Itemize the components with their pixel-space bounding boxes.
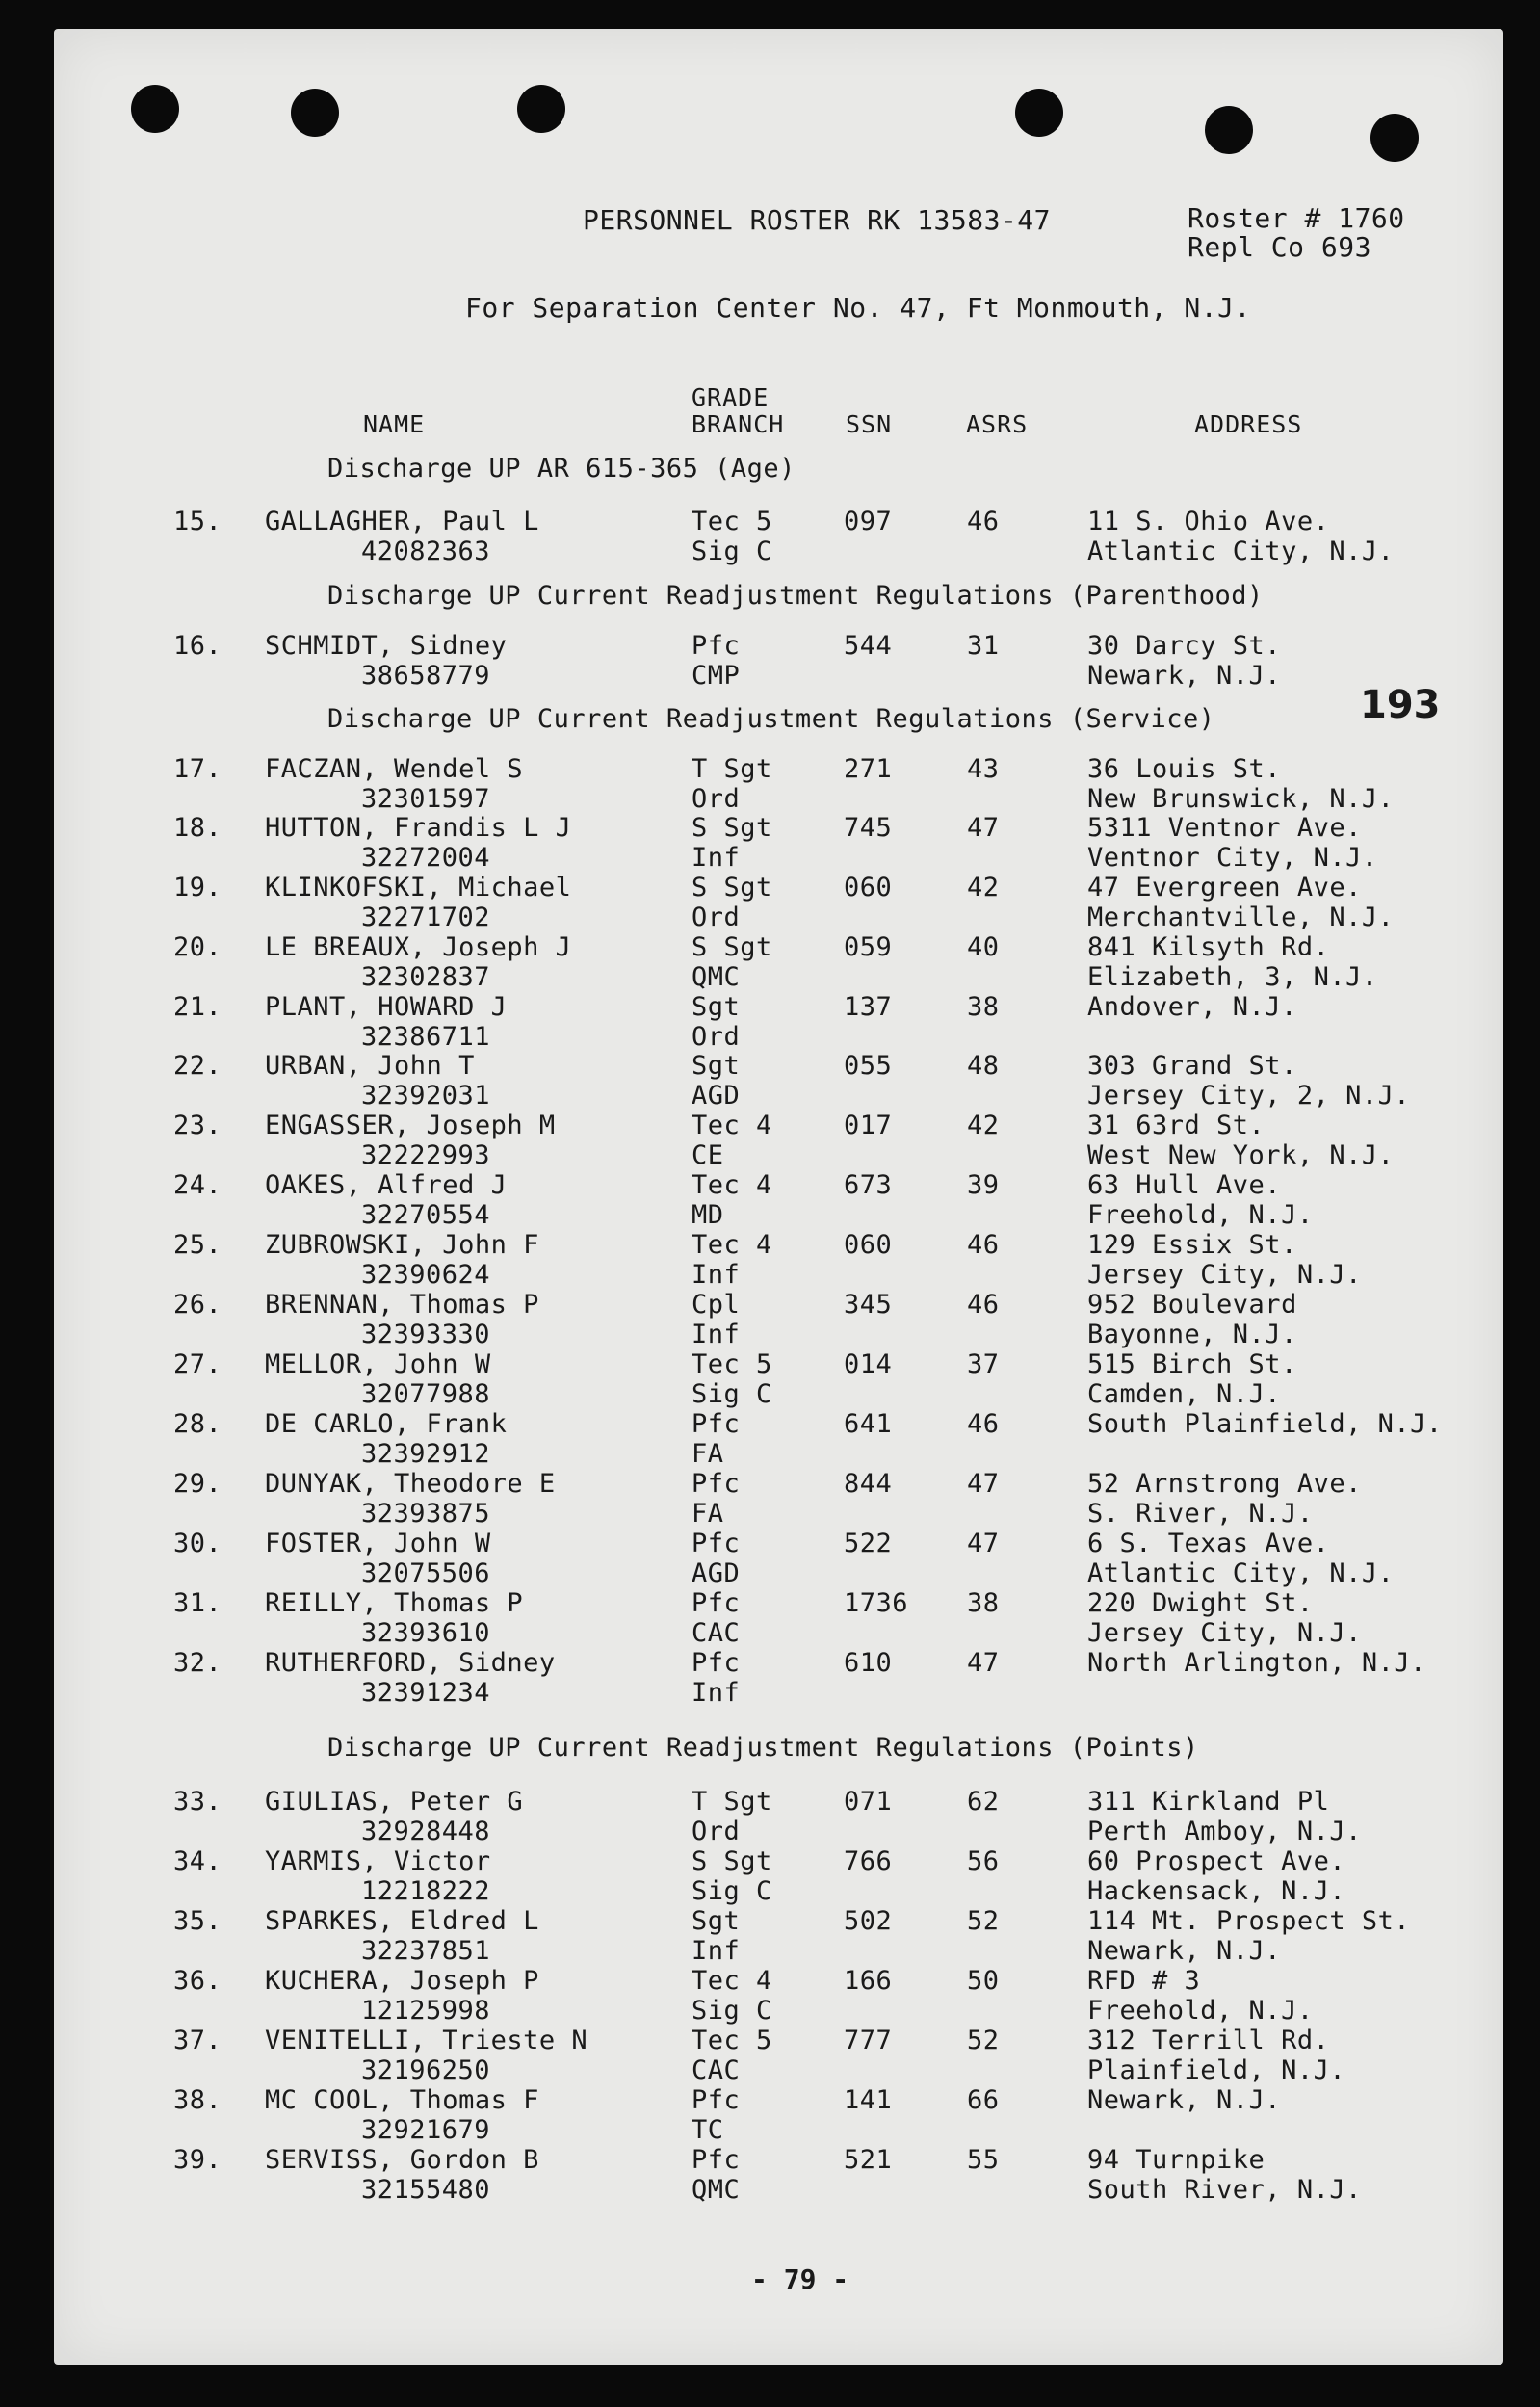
branch: Ord <box>692 1817 741 1846</box>
grade: Pfc <box>692 1648 741 1678</box>
serial-number: 32393610 <box>361 1618 491 1648</box>
grade: Tec 5 <box>692 507 772 536</box>
asrs-score: 62 <box>967 1787 1000 1817</box>
column-header-asrs: ASRS <box>966 410 1029 438</box>
asrs-score: 48 <box>967 1051 1000 1081</box>
soldier-name: KLINKOFSKI, Michael <box>265 873 572 903</box>
ssn: 641 <box>844 1409 893 1439</box>
row-number: 35. <box>173 1906 222 1936</box>
serial-number: 32196250 <box>361 2055 491 2085</box>
asrs-score: 56 <box>967 1846 1000 1876</box>
column-header-address: ADDRESS <box>1194 410 1303 438</box>
address-line-2: Freehold, N.J. <box>1087 1996 1314 2026</box>
address-line-2: Jersey City, 2, N.J. <box>1087 1081 1411 1111</box>
serial-number: 32392912 <box>361 1439 491 1469</box>
branch: Sig C <box>692 1379 772 1409</box>
row-number: 37. <box>173 2026 222 2055</box>
roster-title: PERSONNEL ROSTER RK 13583-47 <box>583 204 1052 236</box>
page-stamp: 193 <box>1360 683 1441 727</box>
grade: Pfc <box>692 1588 741 1618</box>
serial-number: 38658779 <box>361 661 491 691</box>
asrs-score: 50 <box>967 1966 1000 1996</box>
branch: Sig C <box>692 1996 772 2026</box>
row-number: 24. <box>173 1170 222 1200</box>
soldier-name: LE BREAUX, Joseph J <box>265 932 572 962</box>
serial-number: 32393330 <box>361 1320 491 1349</box>
ssn: 522 <box>844 1529 893 1558</box>
asrs-score: 46 <box>967 1230 1000 1260</box>
address-line-1: 6 S. Texas Ave. <box>1087 1529 1330 1558</box>
ssn: 271 <box>844 754 893 784</box>
row-number: 23. <box>173 1111 222 1140</box>
serial-number: 32386711 <box>361 1022 491 1052</box>
address-line-2: South River, N.J. <box>1087 2175 1362 2205</box>
row-number: 15. <box>173 507 222 536</box>
serial-number: 32237851 <box>361 1936 491 1966</box>
soldier-name: MC COOL, Thomas F <box>265 2085 539 2115</box>
serial-number: 32921679 <box>361 2115 491 2145</box>
asrs-score: 42 <box>967 1111 1000 1140</box>
address-line-1: RFD # 3 <box>1087 1966 1201 1996</box>
grade: Pfc <box>692 1409 741 1439</box>
ssn: 141 <box>844 2085 893 2115</box>
ssn: 014 <box>844 1349 893 1379</box>
grade: S Sgt <box>692 932 772 962</box>
ssn: 544 <box>844 631 893 661</box>
soldier-name: PLANT, HOWARD J <box>265 992 508 1022</box>
grade: Pfc <box>692 631 741 661</box>
row-number: 31. <box>173 1588 222 1618</box>
soldier-name: BRENNAN, Thomas P <box>265 1290 539 1320</box>
serial-number: 12218222 <box>361 1876 491 1906</box>
asrs-score: 39 <box>967 1170 1000 1200</box>
grade: Tec 4 <box>692 1966 772 1996</box>
address-line-1: 60 Prospect Ave. <box>1087 1846 1346 1876</box>
grade: Pfc <box>692 2145 741 2175</box>
address-line-2: Freehold, N.J. <box>1087 1200 1314 1230</box>
address-line-2: Hackensack, N.J. <box>1087 1876 1346 1906</box>
row-number: 33. <box>173 1787 222 1817</box>
row-number: 32. <box>173 1648 222 1678</box>
row-number: 21. <box>173 992 222 1022</box>
serial-number: 32077988 <box>361 1379 491 1409</box>
soldier-name: SERVISS, Gordon B <box>265 2145 539 2175</box>
address-line-1: 31 63rd St. <box>1087 1111 1266 1140</box>
row-number: 36. <box>173 1966 222 1996</box>
address-line-1: 30 Darcy St. <box>1087 631 1282 661</box>
soldier-name: FOSTER, John W <box>265 1529 491 1558</box>
grade: Tec 4 <box>692 1170 772 1200</box>
row-number: 16. <box>173 631 222 661</box>
ssn: 521 <box>844 2145 893 2175</box>
branch: Inf <box>692 1678 741 1708</box>
soldier-name: HUTTON, Frandis L J <box>265 813 572 843</box>
asrs-score: 38 <box>967 992 1000 1022</box>
branch: Inf <box>692 843 741 873</box>
branch: MD <box>692 1200 724 1230</box>
soldier-name: ENGASSER, Joseph M <box>265 1111 556 1140</box>
asrs-score: 31 <box>967 631 1000 661</box>
branch: CMP <box>692 661 741 691</box>
grade: Sgt <box>692 1906 741 1936</box>
serial-number: 32392031 <box>361 1081 491 1111</box>
asrs-score: 66 <box>967 2085 1000 2115</box>
branch: FA <box>692 1499 724 1529</box>
serial-number: 32301597 <box>361 784 491 814</box>
punch-hole <box>291 89 339 137</box>
soldier-name: FACZAN, Wendel S <box>265 754 524 784</box>
row-number: 18. <box>173 813 222 843</box>
address-line-1: Newark, N.J. <box>1087 2085 1282 2115</box>
row-number: 30. <box>173 1529 222 1558</box>
address-line-2: Bayonne, N.J. <box>1087 1320 1297 1349</box>
serial-number: 32270554 <box>361 1200 491 1230</box>
address-line-1: 841 Kilsyth Rd. <box>1087 932 1330 962</box>
column-header-branch: BRANCH <box>692 410 785 438</box>
address-line-2: Elizabeth, 3, N.J. <box>1087 962 1378 992</box>
soldier-name: SCHMIDT, Sidney <box>265 631 508 661</box>
column-header-ssn: SSN <box>846 410 893 438</box>
ssn: 166 <box>844 1966 893 1996</box>
address-line-1: 52 Arnstrong Ave. <box>1087 1469 1362 1499</box>
page-number: - 79 - <box>751 2263 849 2295</box>
section-heading: Discharge UP Current Readjustment Regulations (Parenthood) <box>327 581 1264 611</box>
grade: Tec 5 <box>692 2026 772 2055</box>
serial-number: 32075506 <box>361 1558 491 1588</box>
grade: Pfc <box>692 1529 741 1558</box>
address-line-1: Andover, N.J. <box>1087 992 1297 1022</box>
asrs-score: 40 <box>967 932 1000 962</box>
serial-number: 32272004 <box>361 843 491 873</box>
asrs-score: 52 <box>967 1906 1000 1936</box>
address-line-2: Ventnor City, N.J. <box>1087 843 1378 873</box>
ssn: 071 <box>844 1787 893 1817</box>
serial-number: 32222993 <box>361 1140 491 1170</box>
address-line-1: South Plainfield, N.J. <box>1087 1409 1443 1439</box>
column-header-name: NAME <box>363 410 426 438</box>
ssn: 777 <box>844 2026 893 2055</box>
branch: Ord <box>692 903 741 932</box>
row-number: 38. <box>173 2085 222 2115</box>
roster-subtitle: For Separation Center No. 47, Ft Monmouth, N.J. <box>465 292 1251 324</box>
soldier-name: OAKES, Alfred J <box>265 1170 508 1200</box>
column-header-grade: GRADE <box>692 383 770 411</box>
address-line-1: North Arlington, N.J. <box>1087 1648 1426 1678</box>
address-line-1: 47 Evergreen Ave. <box>1087 873 1362 903</box>
soldier-name: GIULIAS, Peter G <box>265 1787 524 1817</box>
grade: Pfc <box>692 2085 741 2115</box>
grade: Tec 5 <box>692 1349 772 1379</box>
soldier-name: KUCHERA, Joseph P <box>265 1966 539 1996</box>
branch: TC <box>692 2115 724 2145</box>
asrs-score: 46 <box>967 507 1000 536</box>
ssn: 060 <box>844 1230 893 1260</box>
row-number: 26. <box>173 1290 222 1320</box>
address-line-2: New Brunswick, N.J. <box>1087 784 1395 814</box>
grade: S Sgt <box>692 813 772 843</box>
asrs-score: 47 <box>967 813 1000 843</box>
address-line-2: Perth Amboy, N.J. <box>1087 1817 1362 1846</box>
row-number: 20. <box>173 932 222 962</box>
asrs-score: 55 <box>967 2145 1000 2175</box>
row-number: 29. <box>173 1469 222 1499</box>
grade: T Sgt <box>692 754 772 784</box>
address-line-2: West New York, N.J. <box>1087 1140 1395 1170</box>
row-number: 25. <box>173 1230 222 1260</box>
serial-number: 32155480 <box>361 2175 491 2205</box>
asrs-score: 47 <box>967 1648 1000 1678</box>
address-line-1: 220 Dwight St. <box>1087 1588 1314 1618</box>
branch: QMC <box>692 2175 741 2205</box>
address-line-2: Atlantic City, N.J. <box>1087 536 1395 566</box>
punch-hole <box>1015 89 1063 137</box>
address-line-1: 952 Boulevard <box>1087 1290 1297 1320</box>
branch: Sig C <box>692 536 772 566</box>
address-line-2: Newark, N.J. <box>1087 661 1282 691</box>
branch: CE <box>692 1140 724 1170</box>
section-heading: Discharge UP AR 615-365 (Age) <box>327 454 796 484</box>
branch: QMC <box>692 962 741 992</box>
address-line-2: Merchantville, N.J. <box>1087 903 1395 932</box>
serial-number: 32391234 <box>361 1678 491 1708</box>
row-number: 22. <box>173 1051 222 1081</box>
grade: S Sgt <box>692 1846 772 1876</box>
roster-number: Roster # 1760 <box>1188 202 1405 234</box>
address-line-1: 129 Essix St. <box>1087 1230 1297 1260</box>
grade: Tec 4 <box>692 1111 772 1140</box>
branch: FA <box>692 1439 724 1469</box>
branch: Ord <box>692 784 741 814</box>
asrs-score: 42 <box>967 873 1000 903</box>
soldier-name: GALLAGHER, Paul L <box>265 507 539 536</box>
ssn: 137 <box>844 992 893 1022</box>
branch: AGD <box>692 1081 741 1111</box>
soldier-name: YARMIS, Victor <box>265 1846 491 1876</box>
punch-hole <box>1205 106 1253 154</box>
soldier-name: ZUBROWSKI, John F <box>265 1230 539 1260</box>
branch: Inf <box>692 1320 741 1349</box>
ssn: 097 <box>844 507 893 536</box>
serial-number: 42082363 <box>361 536 491 566</box>
ssn: 502 <box>844 1906 893 1936</box>
grade: Pfc <box>692 1469 741 1499</box>
grade: S Sgt <box>692 873 772 903</box>
asrs-score: 46 <box>967 1290 1000 1320</box>
asrs-score: 46 <box>967 1409 1000 1439</box>
ssn: 059 <box>844 932 893 962</box>
punch-hole <box>1370 114 1419 162</box>
asrs-score: 47 <box>967 1469 1000 1499</box>
row-number: 19. <box>173 873 222 903</box>
section-heading: Discharge UP Current Readjustment Regulations (Points) <box>327 1733 1199 1763</box>
serial-number: 32302837 <box>361 962 491 992</box>
serial-number: 32393875 <box>361 1499 491 1529</box>
address-line-2: Camden, N.J. <box>1087 1379 1282 1409</box>
address-line-2: Plainfield, N.J. <box>1087 2055 1346 2085</box>
asrs-score: 47 <box>967 1529 1000 1558</box>
address-line-2: Newark, N.J. <box>1087 1936 1282 1966</box>
soldier-name: VENITELLI, Trieste N <box>265 2026 588 2055</box>
address-line-2: S. River, N.J. <box>1087 1499 1314 1529</box>
serial-number: 32390624 <box>361 1260 491 1290</box>
row-number: 27. <box>173 1349 222 1379</box>
branch: Ord <box>692 1022 741 1052</box>
serial-number: 12125998 <box>361 1996 491 2026</box>
ssn: 745 <box>844 813 893 843</box>
ssn: 345 <box>844 1290 893 1320</box>
asrs-score: 43 <box>967 754 1000 784</box>
ssn: 017 <box>844 1111 893 1140</box>
ssn: 766 <box>844 1846 893 1876</box>
address-line-1: 303 Grand St. <box>1087 1051 1297 1081</box>
serial-number: 32271702 <box>361 903 491 932</box>
grade: Sgt <box>692 992 741 1022</box>
address-line-1: 63 Hull Ave. <box>1087 1170 1282 1200</box>
soldier-name: SPARKES, Eldred L <box>265 1906 539 1936</box>
address-line-2: Jersey City, N.J. <box>1087 1260 1362 1290</box>
punch-hole <box>517 85 565 133</box>
grade: Tec 4 <box>692 1230 772 1260</box>
branch: CAC <box>692 1618 741 1648</box>
branch: Inf <box>692 1260 741 1290</box>
asrs-score: 37 <box>967 1349 1000 1379</box>
soldier-name: RUTHERFORD, Sidney <box>265 1648 556 1678</box>
row-number: 28. <box>173 1409 222 1439</box>
section-heading: Discharge UP Current Readjustment Regulations (Service) <box>327 704 1215 734</box>
asrs-score: 38 <box>967 1588 1000 1618</box>
address-line-1: 11 S. Ohio Ave. <box>1087 507 1330 536</box>
branch: Sig C <box>692 1876 772 1906</box>
address-line-1: 311 Kirkland Pl <box>1087 1787 1330 1817</box>
soldier-name: DUNYAK, Theodore E <box>265 1469 556 1499</box>
grade: Sgt <box>692 1051 741 1081</box>
address-line-1: 94 Turnpike <box>1087 2145 1266 2175</box>
ssn: 055 <box>844 1051 893 1081</box>
grade: T Sgt <box>692 1787 772 1817</box>
address-line-2: Jersey City, N.J. <box>1087 1618 1362 1648</box>
replacement-company: Repl Co 693 <box>1188 231 1371 263</box>
soldier-name: DE CARLO, Frank <box>265 1409 508 1439</box>
address-line-2: Atlantic City, N.J. <box>1087 1558 1395 1588</box>
row-number: 17. <box>173 754 222 784</box>
ssn: 844 <box>844 1469 893 1499</box>
serial-number: 32928448 <box>361 1817 491 1846</box>
branch: Inf <box>692 1936 741 1966</box>
row-number: 34. <box>173 1846 222 1876</box>
asrs-score: 52 <box>967 2026 1000 2055</box>
address-line-1: 114 Mt. Prospect St. <box>1087 1906 1411 1936</box>
ssn: 1736 <box>844 1588 909 1618</box>
soldier-name: URBAN, John T <box>265 1051 475 1081</box>
ssn: 610 <box>844 1648 893 1678</box>
grade: Cpl <box>692 1290 741 1320</box>
punch-hole <box>131 85 179 133</box>
branch: AGD <box>692 1558 741 1588</box>
address-line-1: 36 Louis St. <box>1087 754 1282 784</box>
address-line-1: 515 Birch St. <box>1087 1349 1297 1379</box>
branch: CAC <box>692 2055 741 2085</box>
row-number: 39. <box>173 2145 222 2175</box>
soldier-name: REILLY, Thomas P <box>265 1588 524 1618</box>
soldier-name: MELLOR, John W <box>265 1349 491 1379</box>
address-line-1: 5311 Ventnor Ave. <box>1087 813 1362 843</box>
address-line-1: 312 Terrill Rd. <box>1087 2026 1330 2055</box>
ssn: 673 <box>844 1170 893 1200</box>
ssn: 060 <box>844 873 893 903</box>
